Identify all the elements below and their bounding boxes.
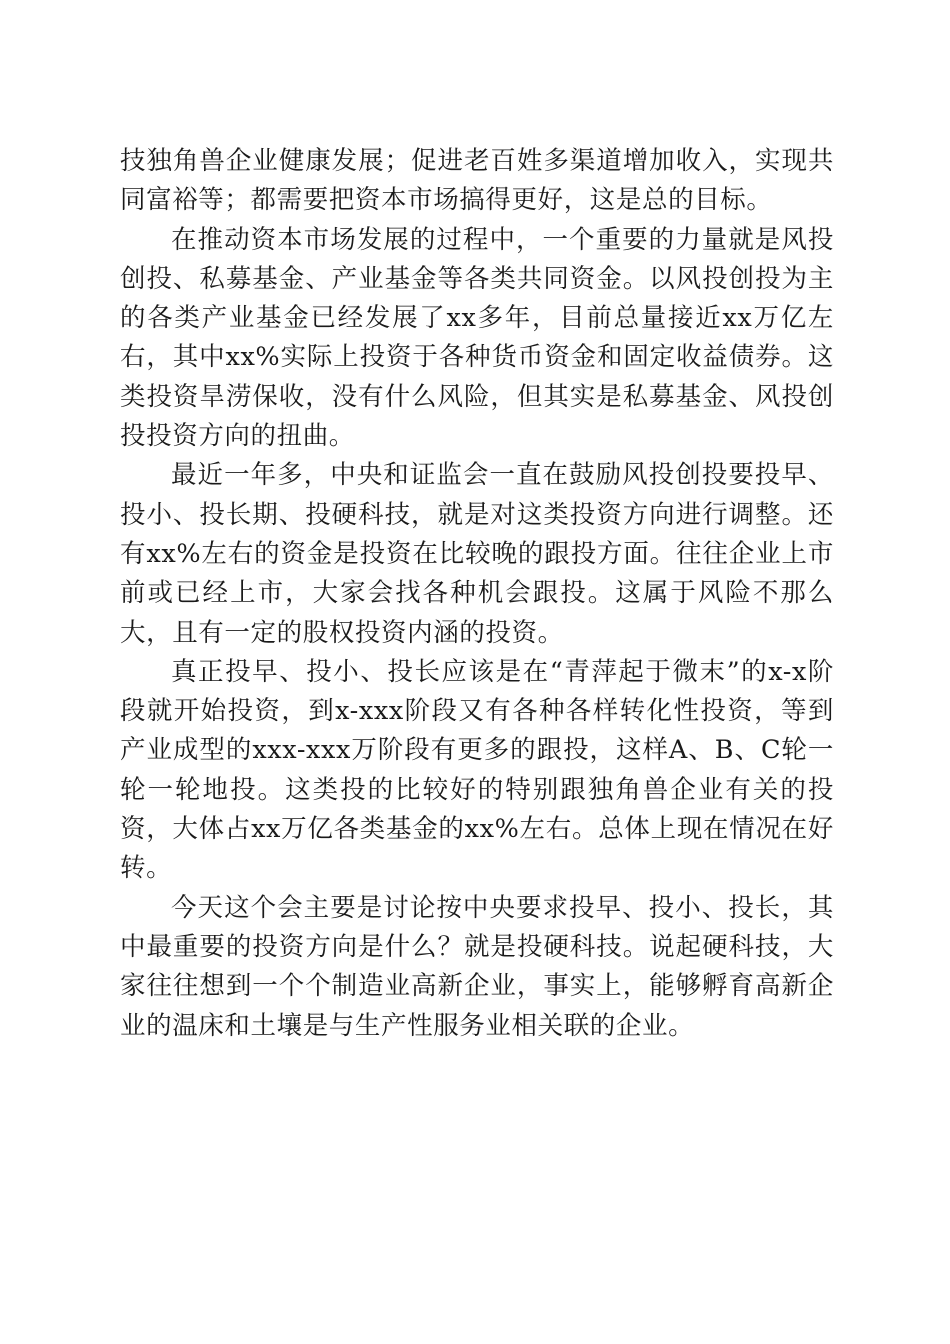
paragraph-continuation: 技独角兽企业健康发展；促进老百姓多渠道增加收入，实现共同富裕等；都需要把资本市场搞得更好，这是总的目标。 xyxy=(120,146,834,216)
paragraph: 最近一年多，中央和证监会一直在鼓励风投创投要投早、投小、投长期、投硬科技，就是对这类投资方向进行调整。还有xx%左右的资金是投资在比较晚的跟投方面。往往企业上市前或已经上市，大家会找各种机会跟投。这属于风险不那么大，且有一定的股权投资内涵的投资。 xyxy=(120,460,834,648)
paragraph: 今天这个会主要是讨论按中央要求投早、投小、投长，其中最重要的投资方向是什么？就是投硬科技。说起硬科技，大家往往想到一个个制造业高新企业，事实上，能够孵育高新企业的温床和土壤是与生产性服务业相关联的企业。 xyxy=(120,892,834,1041)
paragraph: 真正投早、投小、投长应该是在“青萍起于微末”的x-x阶段就开始投资，到x-xxx阶段又有各种各样转化性投资，等到产业成型的xxx-xxx万阶段有更多的跟投，这样A、B、C轮一轮一轮地投。这类投的比较好的特别跟独角兽企业有关的投资，大体占xx万亿各类基金的xx%左右。总体上现在情况在好转。 xyxy=(120,656,834,884)
document-body xyxy=(120,142,834,1046)
paragraph: 在推动资本市场发展的过程中，一个重要的力量就是风投创投、私募基金、产业基金等各类共同资金。以风投创投为主的各类产业基金已经发展了xx多年，目前总量接近xx万亿左右，其中xx%实际上投资于各种货币资金和固定收益债券。这类投资旱涝保收，没有什么风险，但其实是私募基金、风投创投投资方向的扭曲。 xyxy=(120,224,834,452)
